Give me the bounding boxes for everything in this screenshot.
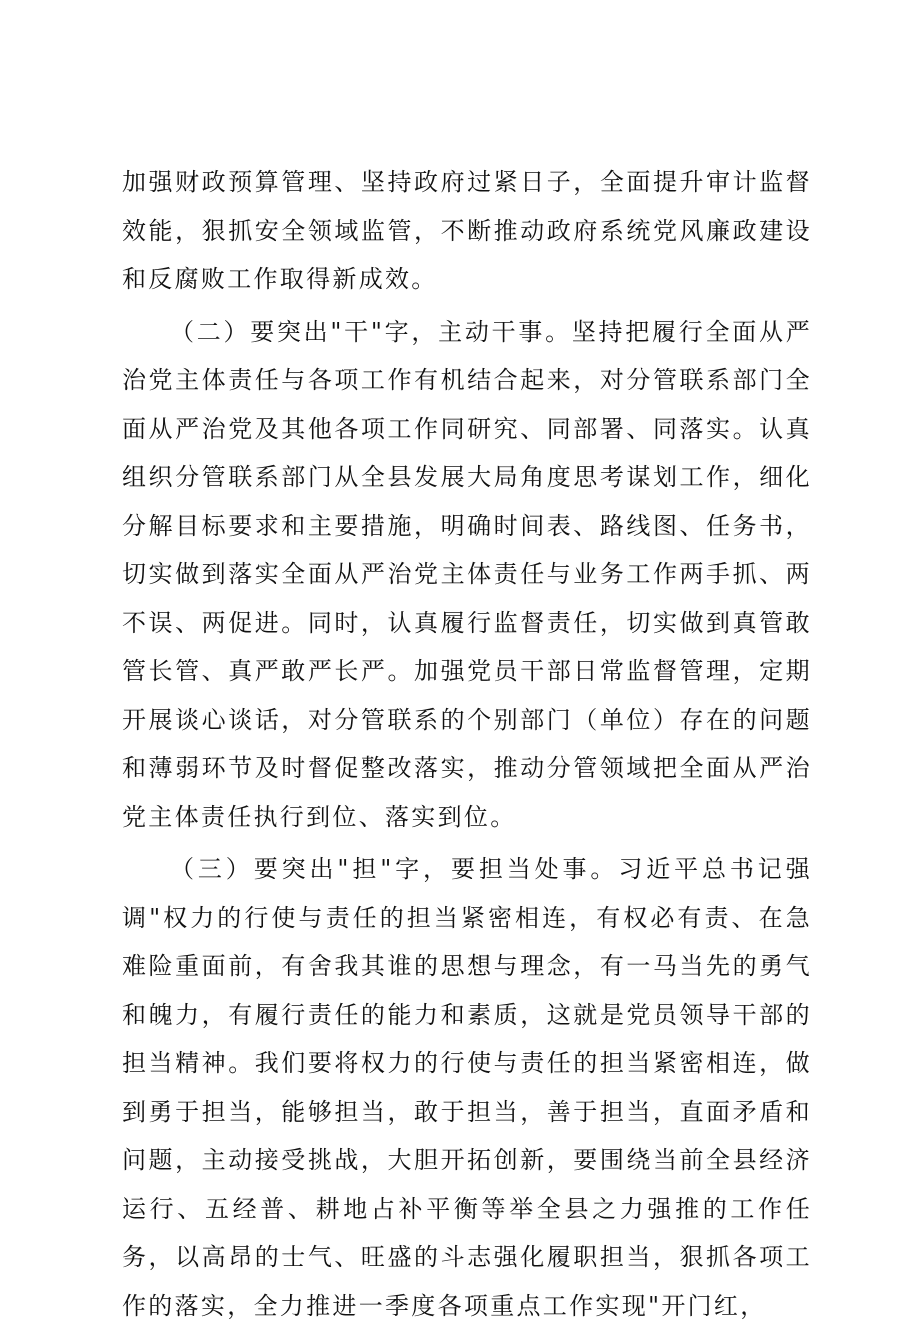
document-body (122, 158, 812, 1330)
paragraph-continuation: 加强财政预算管理、坚持政府过紧日子，全面提升审计监督效能，狠抓安全领域监管，不断推动政府系统党风廉政建设和反腐败工作取得新成效。 (122, 168, 812, 293)
paragraph-section-two: （二）要突出"干"字，主动干事。坚持把履行全面从严治党主体责任与各项工作有机结合起来，对分管联系部门全面从严治党及其他各项工作同研究、同部署、同落实。认真组织分管联系部门从全县发展大局角度思考谋划工作，细化分解目标要求和主要措施，明确时间表、路线图、任务书，切实做到落实全面从严治党主体责任与业务工作两手抓、两不误、两促进。同时，认真履行监督责任，切实做到真管敢管长管、真严敢严长严。加强党员干部日常监督管理，定期开展谈心谈话，对分管联系的个别部门（单位）存在的问题和薄弱环节及时督促整改落实，推动分管领域把全面从严治党主体责任执行到位、落实到位。 (122, 317, 812, 831)
paragraph-section-three: （三）要突出"担"字，要担当处事。习近平总书记强调"权力的行使与责任的担当紧密相连，有权必有责、在急难险重面前，有舍我其谁的思想与理念，有一马当先的勇气和魄力，有履行责任的能力和素质，这就是党员领导干部的担当精神。我们要将权力的行使与责任的担当紧密相连，做到勇于担当，能够担当，敢于担当，善于担当，直面矛盾和问题，主动接受挑战，大胆开拓创新，要围绕当前全县经济运行、五经普、耕地占补平衡等举全县之力强推的工作任务，以高昂的士气、旺盛的斗志强化履职担当，狠抓各项工作的落实，全力推进一季度各项重点工作实现"开门红， (122, 855, 812, 1320)
